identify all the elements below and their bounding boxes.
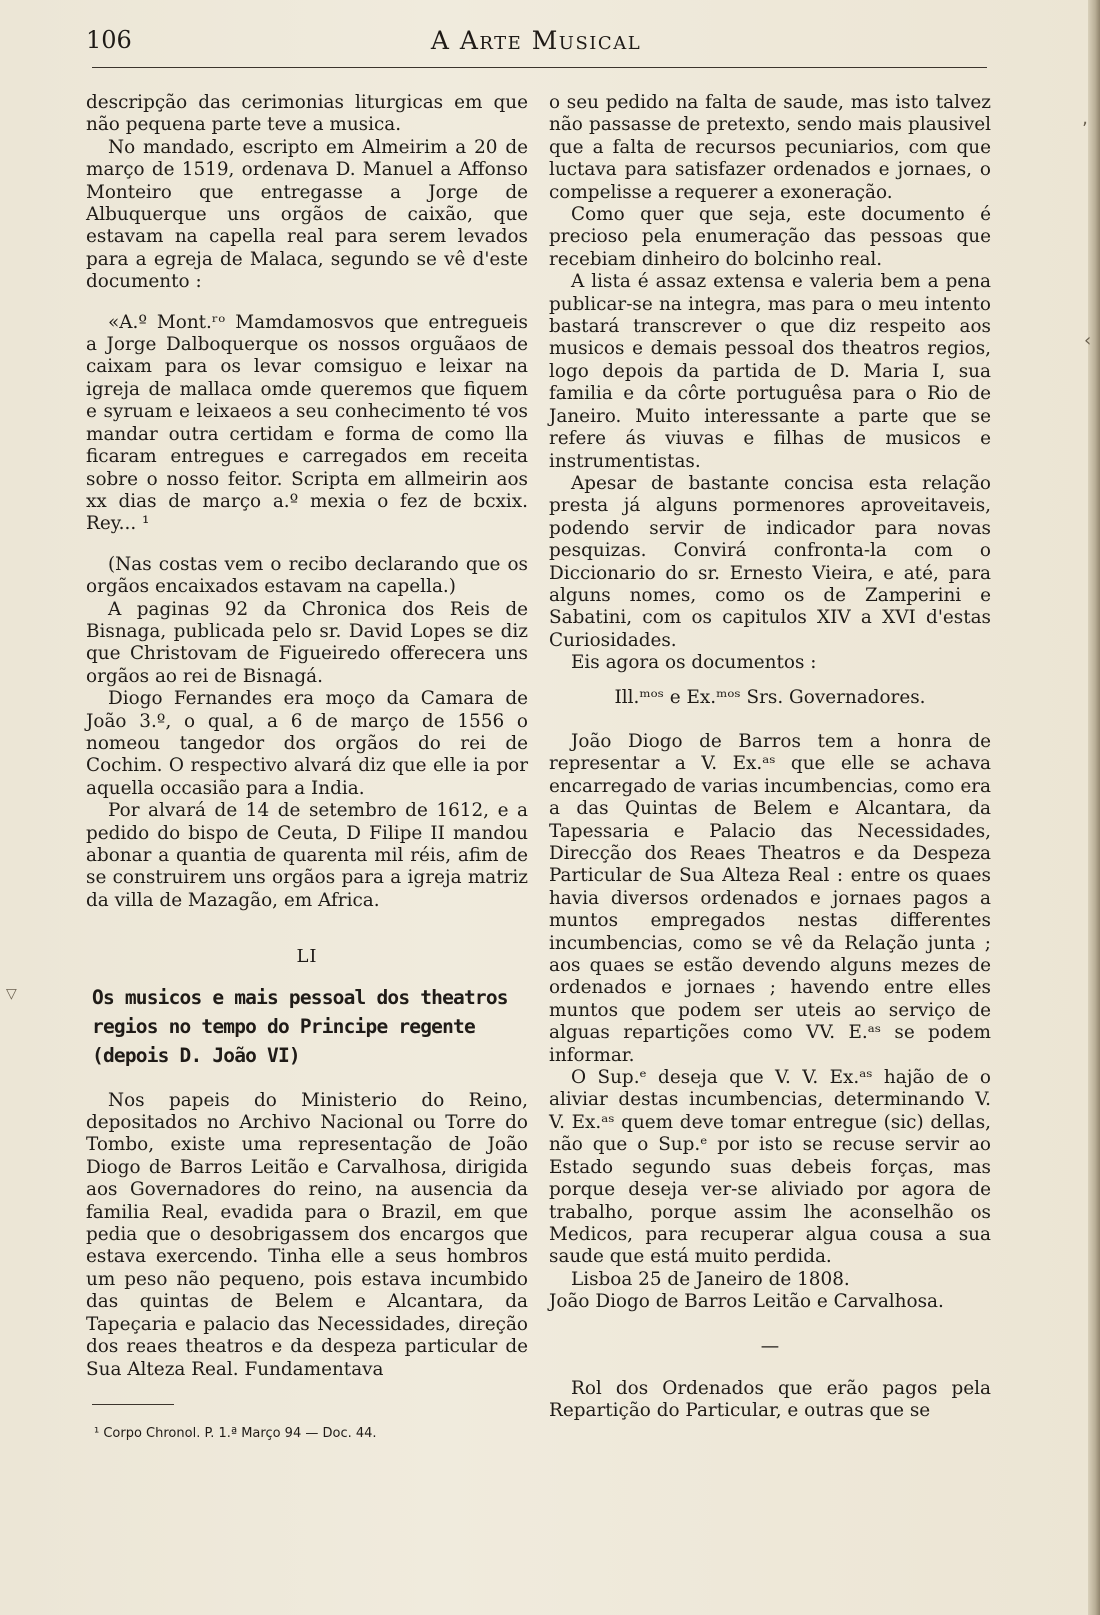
- section-title: Os musicos e mais pessoal dos theatros regios no tempo do Principe regente (depois D. João VI): [92, 985, 508, 1067]
- paragraph: Por alvará de 14 de setembro de 1612, e a pedido do bispo de Ceuta, D Filipe II mandou abonar a quantia de quarenta mil réis, afim de se construirem uns orgãos para a igreja matriz da villa de Mazagão, em Africa.: [86, 800, 528, 911]
- letter-signature: João Diogo de Barros Leitão e Carvalhosa.: [549, 1291, 944, 1313]
- footnote: ¹ Corpo Chronol. P. 1.ª Março 94 — Doc. 44.: [94, 1426, 377, 1441]
- paragraph: o seu pedido na falta de saude, mas isto talvez não passasse de pretexto, sendo mais plausivel que a falta de recursos pecuniarios, com que luctava para satisfazer ordenados e jornaes, o compelisse a requerer a exoneração.: [549, 92, 991, 203]
- section-number: LI: [296, 946, 318, 968]
- paragraph: A paginas 92 da Chronica dos Reis de Bisnaga, publicada pelo sr. David Lopes se diz que Christovam de Figueiredo offerecera uns orgãos ao rei de Bisnagá.: [86, 598, 528, 687]
- paragraph: (Nas costas vem o recibo declarando que os orgãos encaixados estavam na capella.): [86, 553, 528, 598]
- paragraph: Rol dos Ordenados que erão pagos pela Repartição do Particular, e outras que se: [549, 1377, 991, 1422]
- page-number: 106: [86, 26, 132, 54]
- margin-mark: ▽: [6, 986, 17, 1002]
- separator-dash: —: [760, 1335, 780, 1357]
- letter-date: Lisboa 25 de Janeiro de 1808.: [571, 1268, 850, 1290]
- right-column: [549, 92, 991, 1423]
- running-title: A Arte Musical: [430, 26, 642, 55]
- margin-mark: ‚: [1082, 108, 1088, 129]
- paragraph: Apesar de bastante concisa esta relação presta já alguns pormenores aproveitaveis, podendo servir de indicador para novas pesquizas. Convirá confronta-la com o Diccionario do sr. Ernesto Vieira, e até, para alguns nomes, como os de Zamperini e Sabatini, com os capitulos XIV a XVI d'estas Curiosidades.: [549, 472, 991, 651]
- paragraph: Nos papeis do Ministerio do Reino, depositados no Archivo Nacional ou Torre do Tombo, existe uma representação de João Diogo de Barros Leitão e Carvalhosa, dirigida aos Governadores do reino, na ausencia da familia Real, evadida para o Brazil, em que pedia que o desobrigassem dos encargos que estava exercendo. Tinha elle a seus hombros um peso não pequeno, pois estava incumbido das quintas de Belem e Alcantara, da Tapeçaria e palacio das Necessidades, direção dos reaes theatros e da despeza particular de Sua Alteza Real. Fundamentava: [86, 1089, 528, 1380]
- header-rule: [92, 67, 987, 68]
- paragraph: A lista é assaz extensa e valeria bem a pena publicar-se na integra, mas para o meu intento bastará transcrever o que diz respeito aos musicos e demais pessoal dos theatros regios, logo depois da partida de D. Maria I, sua familia e da côrte portuguêsa para o Rio de Janeiro. Muito interessante a parte que se refere ás viuvas e filhas de musicos e instrumentistas.: [549, 271, 991, 472]
- quoted-document: «A.º Mont.ʳᵒ Mamdamosvos que entregueis a Jorge Dalboquerque os nossos orguãaos de caixam para os levar comsiguo e leixar na igreja de mallaca omde queremos que fiquem e syruam e leixaeos a seu conhecimento té vos mandar outra certidam e forma de como lla ficaram entregues e carregados em receita sobre o nosso feitor. Scripta em allmeirin aos xx dias de março a.º mexia o fez de bcxix. Rey... ¹: [86, 311, 528, 535]
- left-column: [86, 92, 528, 1381]
- paragraph: Eis agora os documentos :: [571, 652, 817, 674]
- page-header: [86, 24, 986, 64]
- footnote-rule: [92, 1404, 174, 1405]
- paragraph: Diogo Fernandes era moço da Camara de João 3.º, o qual, a 6 de março de 1556 o nomeou tangedor dos orgãos do rei de Cochim. O respectivo alvará diz que elle ia por aquella occasião para a India.: [86, 688, 528, 799]
- letter-salutation: Ill.ᵐᵒˢ e Ex.ᵐᵒˢ Srs. Governadores.: [614, 686, 926, 708]
- paragraph: descripção das cerimonias liturgicas em que não pequena parte teve a musica.: [86, 92, 528, 136]
- paragraph: Como quer que seja, este documento é precioso pela enumeração das pessoas que recebiam dinheiro do bolcinho real.: [549, 204, 991, 270]
- margin-mark: ‹: [1084, 330, 1092, 351]
- paragraph: João Diogo de Barros tem a honra de representar a V. Ex.ᵃˢ que elle se achava encarregado de varias incumbencias, como era a das Quintas de Belem e Alcantara, da Tapessaria e Palacio das Necessidades, Direcção dos Reaes Theatros e da Despeza Particular de Sua Alteza Real : entre os quaes havia diversos ordenados e jornaes pagos a muntos empregados nestas differentes incumbencias, como se vê da Relação junta ; aos quaes se estão devendo alguns mezes de ordenados e jornaes ; havendo entre elles muntos que podem ser uteis ao serviço de alguas repartições como VV. E.ᵃˢ se podem informar.: [549, 730, 991, 1066]
- paragraph: O Sup.ᵉ deseja que V. V. Ex.ᵃˢ hajão de o aliviar destas incumbencias, determinando V. V. Ex.ᵃˢ quem deve tomar entregue (sic) dellas, não que o Sup.ᵉ por isto se recuse servir ao Estado segundo suas debeis forças, mas porque deseja ver-se aliviado por agora de trabalho, porque assim lhe aconselhão os Medicos, para recuperar algua cousa a sua saude que está muito perdida.: [549, 1067, 991, 1268]
- page-spine-shadow: [1088, 0, 1100, 1615]
- paragraph: No mandado, escripto em Almeirim a 20 de março de 1519, ordenava D. Manuel a Affonso Monteiro que entregasse a Jorge de Albuquerque uns orgãos de caixão, que estavam na capella real para serem levados para a egreja de Malaca, segundo se vê d'este documento :: [86, 136, 528, 293]
